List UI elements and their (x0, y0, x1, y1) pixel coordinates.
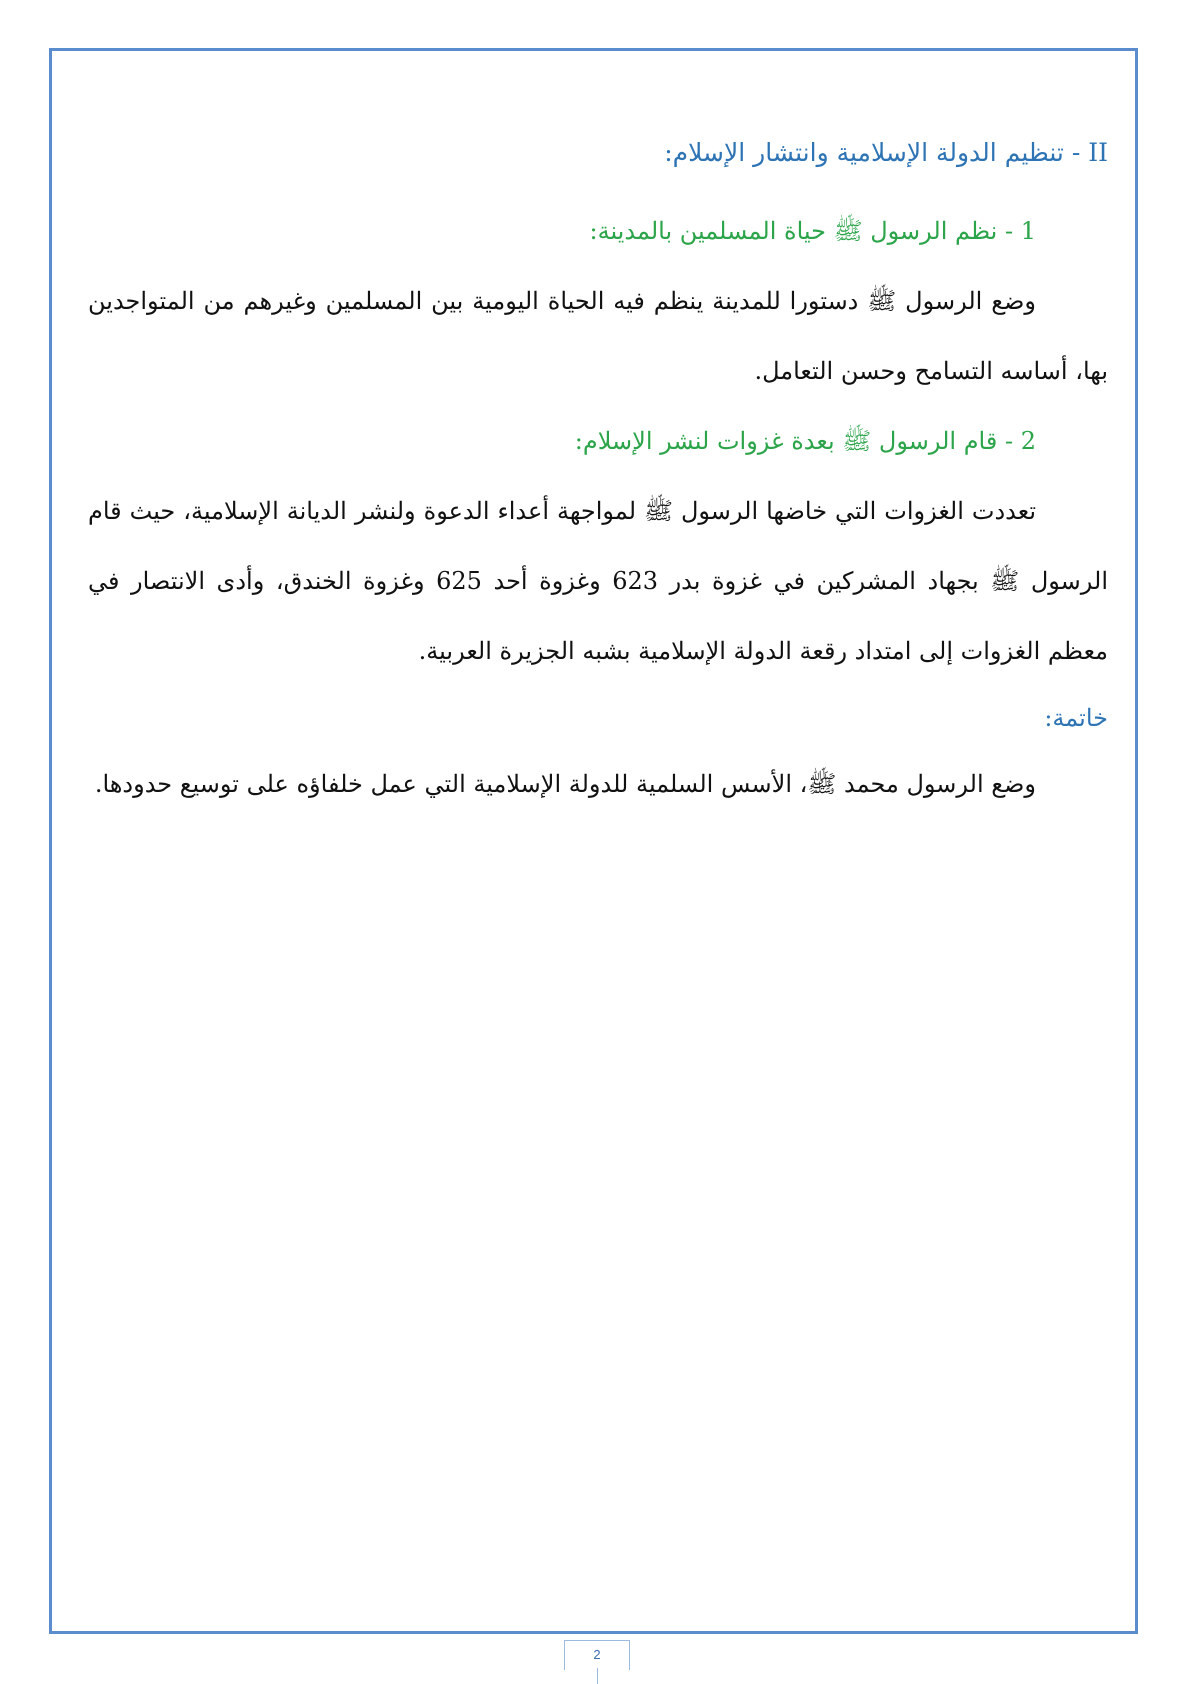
page-number-tick (597, 1668, 598, 1684)
subsection-1-paragraph: وضع الرسول ﷺ دستورا للمدينة ينظم فيه الحياة اليومية بين المسلمين وغيرهم من المتواجدين بها، أساسه التسامح وحسن التعامل. (88, 287, 1108, 385)
page-number: 2 (564, 1640, 630, 1670)
subsection-2-paragraph: تعددت الغزوات التي خاضها الرسول ﷺ لمواجهة أعداء الدعوة ولنشر الديانة الإسلامية، حيث قام الرسول ﷺ بجهاد المشركين في غزوة بدر 623 وغزوة أحد 625 وغزوة الخندق، وأدى الانتصار في معظم الغزوات إلى امتداد رقعة الدولة الإسلامية بشبه الجزيرة العربية. (88, 497, 1108, 665)
document-body (88, 110, 1108, 818)
subsection-2-heading: 2 - قام الرسول ﷺ بعدة غزوات لنشر الإسلام: (574, 427, 1036, 455)
conclusion-heading: خاتمة: (1044, 704, 1108, 732)
subsection-1-heading: 1 - نظم الرسول ﷺ حياة المسلمين بالمدينة: (589, 217, 1036, 245)
section-heading: II - تنظيم الدولة الإسلامية وانتشار الإسلام: (664, 138, 1108, 167)
conclusion-paragraph: وضع الرسول محمد ﷺ، الأسس السلمية للدولة الإسلامية التي عمل خلفاؤه على توسيع حدودها. (94, 770, 1036, 798)
